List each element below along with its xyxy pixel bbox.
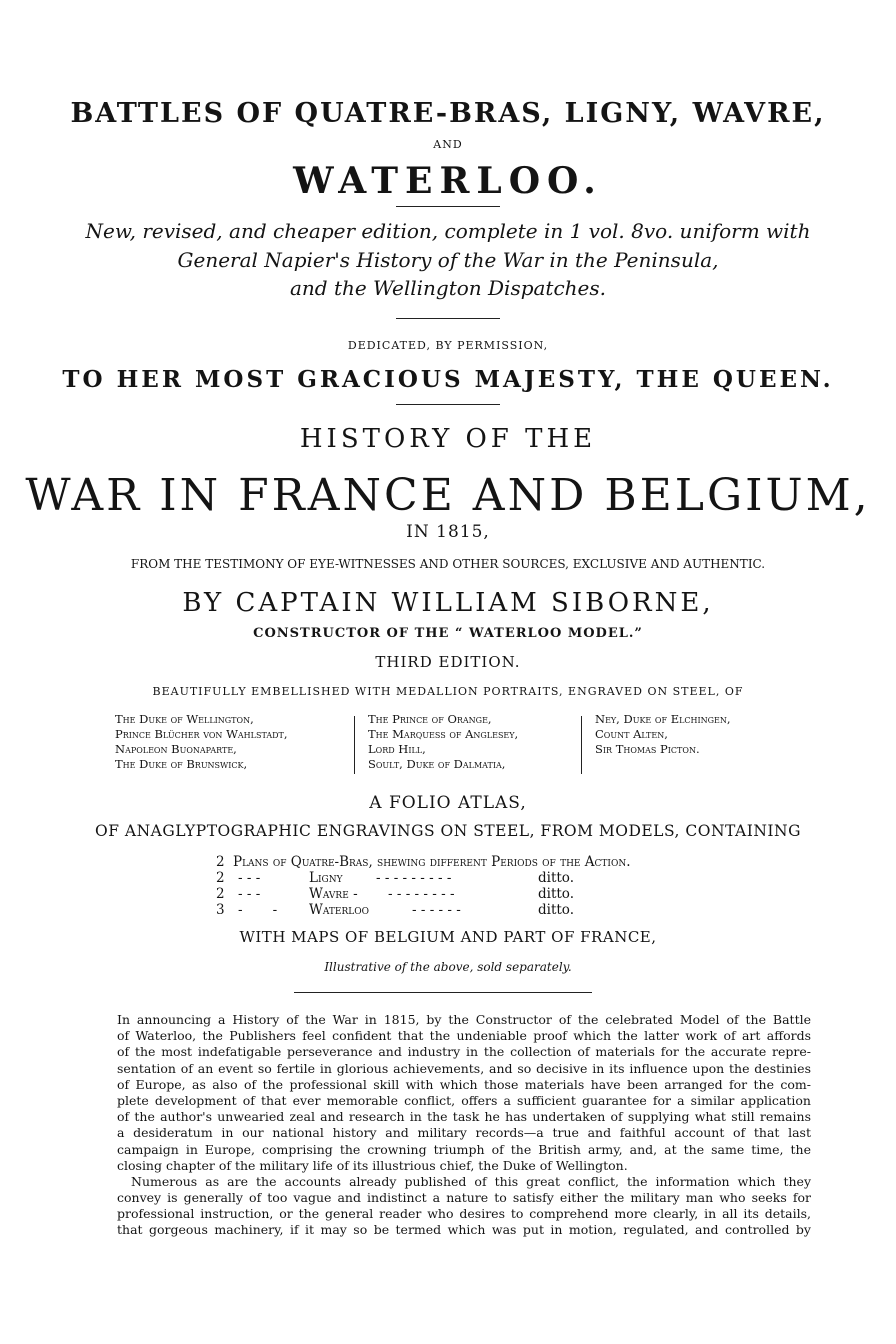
portraits-column [115,712,288,772]
divider-rule [396,318,500,319]
column-divider [354,716,355,774]
title-battles: BATTLES OF QUATRE-BRAS, LIGNY, WAVRE, [70,98,826,129]
plan-dashes: - - - - - - - - - [376,870,452,886]
war-title: WAR IN FRANCE AND BELGIUM, [25,470,871,521]
paragraph-line: closing chapter of the military life of its illustrious chief, the Duke of Wellington. [117,1157,628,1173]
portrait-name: Lord Hill, [368,742,426,756]
paragraph-line: a desideratum in our national history and military records—a true and faithful account of that last [117,1125,811,1141]
portrait-name: Sir Thomas Picton. [595,742,700,756]
plan-count: 3 [216,902,225,918]
paragraph-line: Numerous as are the accounts already published of this great conflict, the information which they [131,1173,811,1189]
dedicated-line: DEDICATED, BY PERMISSION, [347,339,549,352]
portrait-name: Count Alten, [595,727,668,741]
divider-rule [396,206,500,207]
paragraph-line: of the most indefatigable perseverance and industry in the collection of materials for the accurate repre- [117,1044,811,1060]
paragraph-line: of the author's unwearied zeal and research in the task he has undertaken of supplying what still remains [117,1109,811,1125]
edition-line-1: New, revised, and cheaper edition, complete in 1 vol. 8vo. uniform with [85,219,811,243]
plan-note: ditto. [538,902,574,918]
plan-dashes: - - - - - - - - [388,886,455,902]
paragraph-line: campaign in Europe, comprising the crowning triumph of the British army, and, at the same time, the [117,1141,811,1157]
embellished-line: BEAUTIFULLY EMBELLISHED WITH MEDALLION PORTRAITS, ENGRAVED ON STEEL, OF [152,685,744,698]
plan-note: ditto. [538,886,574,902]
divider-rule [396,404,500,405]
plan-name: Plans of Quatre-Bras, shewing different Periods of the Action. [233,854,631,870]
title-waterloo: WATERLOO. [293,160,603,202]
plan-dashes: - - - [238,886,261,902]
plan-name: Wavre - [309,886,358,902]
paragraph-line: sentation of an event so fertile in glorious achievements, and so decisive in its influence upon the destinies [117,1060,811,1076]
folio-atlas: A FOLIO ATLAS, [369,793,527,813]
author-line: BY CAPTAIN WILLIAM SIBORNE, [182,588,714,618]
announcement-paragraph [117,1012,811,1239]
illustrative-line: Illustrative of the above, sold separately. [324,960,572,974]
plan-name: Ligny [309,870,343,886]
maps-line: WITH MAPS OF BELGIUM AND PART OF FRANCE, [239,928,657,946]
plan-dashes: - - [238,902,278,918]
testimony-line: FROM THE TESTIMONY OF EYE-WITNESSES AND OTHER SOURCES, EXCLUSIVE AND AUTHENTIC. [130,557,766,571]
plan-count: 2 [216,854,225,870]
portrait-name: The Prince of Orange, [368,712,492,726]
portrait-name: The Duke of Wellington, [115,712,254,726]
portraits-column [595,712,731,757]
edition-line-3: and the Wellington Dispatches. [289,276,607,300]
portraits-column [368,712,518,772]
plan-name: Waterloo [309,902,369,918]
paragraph-line: of Europe, as also of the professional skill with which those materials have been arranged for the com- [117,1076,811,1092]
plan-note: ditto. [538,870,574,886]
paragraph-line: professional instruction, or the general reader who desires to comprehend more clearly, in all its details, [117,1206,811,1222]
year-line: IN 1815, [406,522,490,542]
plan-dashes: - - - - - - [412,902,461,918]
edition-line-2: General Napier's History of the War in the Peninsula, [177,248,719,272]
paragraph-line: that gorgeous machinery, if it may so be termed which was put in motion, regulated, and controlled by [117,1222,811,1238]
constructor-line: CONSTRUCTOR OF THE “ WATERLOO MODEL.” [253,626,643,641]
portrait-name: Ney, Duke of Elchingen, [595,712,731,726]
history-of-the: HISTORY OF THE [299,424,597,454]
dedication-queen: TO HER MOST GRACIOUS MAJESTY, THE QUEEN. [62,366,834,393]
paragraph-line: convey is generally of too vague and indistinct a nature to satisfy either the military man who seeks for [117,1190,811,1206]
portrait-name: Soult, Duke of Dalmatia, [368,757,506,771]
divider-rule [294,992,592,993]
title-and: AND [433,138,463,151]
paragraph-line: In announcing a History of the War in 1815, by the Constructor of the celebrated Model of the Battle [117,1012,811,1027]
portrait-name: Napoleon Buonaparte, [115,742,237,756]
plan-count: 2 [216,886,225,902]
portrait-name: The Marquess of Anglesey, [368,727,519,741]
portrait-name: The Duke of Brunswick, [115,757,248,771]
paragraph-line: of Waterloo, the Publishers feel confident that the undeniable proof which the latter work of art affords [117,1028,811,1044]
plan-dashes: - - - [238,870,261,886]
third-edition: THIRD EDITION. [375,653,521,671]
anaglyptographic-line: OF ANAGLYPTOGRAPHIC ENGRAVINGS ON STEEL, FROM MODELS, CONTAINING [95,822,801,840]
portraits-list [115,712,795,774]
column-divider [581,716,582,774]
plan-count: 2 [216,870,225,886]
portrait-name: Prince Blücher von Wahlstadt, [115,727,288,741]
paragraph-line: plete development of that ever memorable conflict, offers a sufficient guarantee for a similar application [117,1092,811,1108]
